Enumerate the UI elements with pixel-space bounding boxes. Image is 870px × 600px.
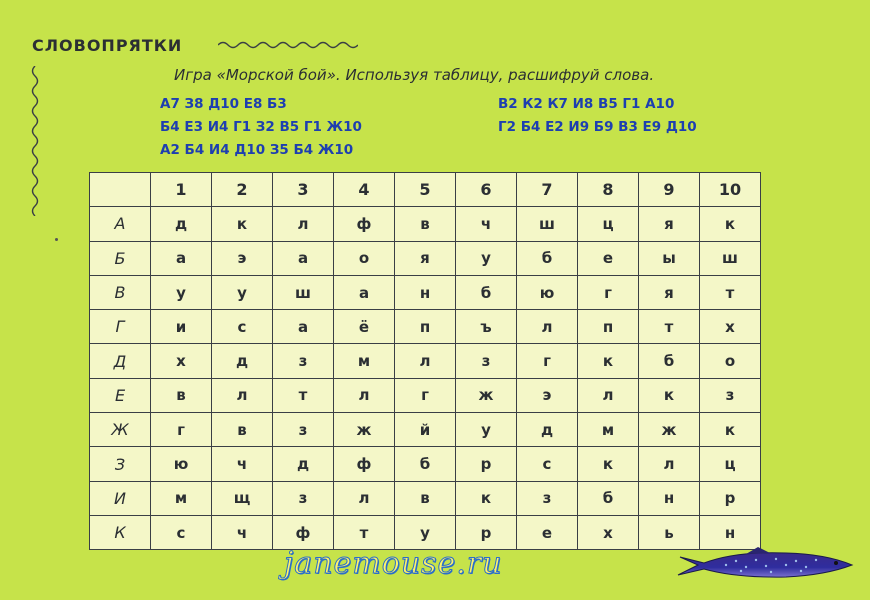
grid-cell: х [578, 515, 639, 549]
grid-row [90, 378, 761, 412]
grid-cell: я [639, 207, 700, 241]
grid-cell: ф [334, 207, 395, 241]
row-header: Д [90, 344, 151, 378]
grid-cell: п [395, 310, 456, 344]
code-line: Б4 Е3 И4 Г1 З2 В5 Г1 Ж10 [160, 119, 362, 135]
page-title: СЛОВОПРЯТКИ [32, 36, 183, 55]
grid-cell: ь [639, 515, 700, 549]
column-header: 7 [517, 173, 578, 207]
grid-row [90, 310, 761, 344]
row-header: Ж [90, 413, 151, 447]
code-line: А2 Б4 И4 Д10 З5 Б4 Ж10 [160, 142, 354, 158]
grid-cell: щ [212, 481, 273, 515]
grid-cell: з [273, 344, 334, 378]
grid-cell: ч [212, 515, 273, 549]
grid-cell: б [639, 344, 700, 378]
grid-cell: л [334, 378, 395, 412]
grid-cell: а [273, 241, 334, 275]
grid-cell: г [151, 413, 212, 447]
grid-cell: т [700, 275, 761, 309]
grid-cell: ю [517, 275, 578, 309]
grid-cell: ы [639, 241, 700, 275]
grid-cell: к [578, 344, 639, 378]
grid-cell: э [212, 241, 273, 275]
grid-row [90, 241, 761, 275]
grid-cell: к [700, 207, 761, 241]
battleship-grid [89, 172, 761, 550]
grid-cell: х [700, 310, 761, 344]
grid-cell: л [212, 378, 273, 412]
grid-cell: г [395, 378, 456, 412]
grid-row [90, 481, 761, 515]
grid-cell: к [456, 481, 517, 515]
grid-cell: н [395, 275, 456, 309]
code-line: Г2 Б4 Е2 И9 Б9 В3 Е9 Д10 [498, 119, 697, 135]
codes-right [498, 93, 697, 139]
column-header: 2 [212, 173, 273, 207]
grid-cell: т [639, 310, 700, 344]
fish-icon [676, 545, 856, 585]
grid-cell: ш [700, 241, 761, 275]
grid-cell: а [334, 275, 395, 309]
grid-cell: л [639, 447, 700, 481]
column-header: 1 [151, 173, 212, 207]
grid-body [90, 207, 761, 550]
grid-cell: з [456, 344, 517, 378]
column-header: 8 [578, 173, 639, 207]
grid-cell: с [517, 447, 578, 481]
grid-cell: ц [578, 207, 639, 241]
row-header: Г [90, 310, 151, 344]
column-header: 3 [273, 173, 334, 207]
grid-cell: к [578, 447, 639, 481]
grid-cell: в [395, 481, 456, 515]
grid-cell: э [517, 378, 578, 412]
grid-cell: г [517, 344, 578, 378]
grid-cell: ж [456, 378, 517, 412]
grid-row [90, 515, 761, 549]
grid-cell: у [395, 515, 456, 549]
grid-cell: л [334, 481, 395, 515]
column-header: 6 [456, 173, 517, 207]
row-header: А [90, 207, 151, 241]
grid-cell: в [212, 413, 273, 447]
grid-cell: и [151, 310, 212, 344]
grid-cell: л [395, 344, 456, 378]
grid-cell: ф [334, 447, 395, 481]
grid-cell: й [395, 413, 456, 447]
grid-cell: ч [212, 447, 273, 481]
grid-cell: н [639, 481, 700, 515]
grid-cell: я [639, 275, 700, 309]
grid-cell: о [700, 344, 761, 378]
grid-cell: ш [517, 207, 578, 241]
row-header: В [90, 275, 151, 309]
grid-cell: у [212, 275, 273, 309]
grid-cell: у [456, 241, 517, 275]
grid-row [90, 344, 761, 378]
grid-cell: к [639, 378, 700, 412]
grid-cell: р [456, 447, 517, 481]
grid-cell: м [151, 481, 212, 515]
title-wave-decoration [218, 40, 358, 50]
grid-cell: с [151, 515, 212, 549]
grid-cell: я [395, 241, 456, 275]
grid-cell: к [700, 413, 761, 447]
row-header: И [90, 481, 151, 515]
watermark: janemouse.ru [284, 546, 503, 581]
grid-cell: б [578, 481, 639, 515]
grid-cell: з [273, 413, 334, 447]
grid-cell: с [212, 310, 273, 344]
row-header: К [90, 515, 151, 549]
row-header: Б [90, 241, 151, 275]
column-header: 10 [700, 173, 761, 207]
grid-cell: а [151, 241, 212, 275]
grid-cell: н [700, 515, 761, 549]
grid-cell: р [456, 515, 517, 549]
grid-cell: г [578, 275, 639, 309]
grid-cell: з [273, 481, 334, 515]
grid-cell: т [334, 515, 395, 549]
speck [55, 238, 58, 241]
side-wave-decoration [28, 66, 42, 216]
grid-cell: л [517, 310, 578, 344]
header-row [90, 173, 761, 207]
grid-cell: ю [151, 447, 212, 481]
grid-cell: д [151, 207, 212, 241]
grid-cell: у [456, 413, 517, 447]
row-header: З [90, 447, 151, 481]
grid-cell: ж [334, 413, 395, 447]
codes-left [160, 93, 362, 162]
grid-cell: е [578, 241, 639, 275]
grid-cell: ц [700, 447, 761, 481]
grid-row [90, 207, 761, 241]
grid-cell: м [334, 344, 395, 378]
grid-cell: д [212, 344, 273, 378]
column-header: 5 [395, 173, 456, 207]
corner-cell [90, 173, 151, 207]
grid-cell: з [700, 378, 761, 412]
grid-cell: е [517, 515, 578, 549]
grid-cell: ъ [456, 310, 517, 344]
grid-row [90, 275, 761, 309]
grid-cell: д [273, 447, 334, 481]
grid-cell: б [395, 447, 456, 481]
row-header: Е [90, 378, 151, 412]
grid-cell: ё [334, 310, 395, 344]
grid-cell: м [578, 413, 639, 447]
grid-cell: в [395, 207, 456, 241]
grid-cell: в [151, 378, 212, 412]
column-header: 9 [639, 173, 700, 207]
column-header: 4 [334, 173, 395, 207]
grid-cell: п [578, 310, 639, 344]
grid-cell: о [334, 241, 395, 275]
code-line: А7 З8 Д10 Е8 Б3 [160, 96, 287, 112]
grid-cell: ч [456, 207, 517, 241]
grid-cell: б [517, 241, 578, 275]
grid-cell: ж [639, 413, 700, 447]
grid-cell: ш [273, 275, 334, 309]
grid-cell: л [273, 207, 334, 241]
grid-cell: а [273, 310, 334, 344]
grid-cell: ф [273, 515, 334, 549]
grid-cell: у [151, 275, 212, 309]
grid-row [90, 413, 761, 447]
instruction-text: Игра «Морской бой». Используя таблицу, расшифруй слова. [174, 66, 655, 84]
grid-row [90, 447, 761, 481]
grid-cell: к [212, 207, 273, 241]
grid-cell: р [700, 481, 761, 515]
grid-cell: з [517, 481, 578, 515]
grid-cell: х [151, 344, 212, 378]
grid-cell: д [517, 413, 578, 447]
grid-cell: т [273, 378, 334, 412]
grid-cell: б [456, 275, 517, 309]
code-line: В2 К2 К7 И8 В5 Г1 А10 [498, 96, 675, 112]
grid-cell: л [578, 378, 639, 412]
